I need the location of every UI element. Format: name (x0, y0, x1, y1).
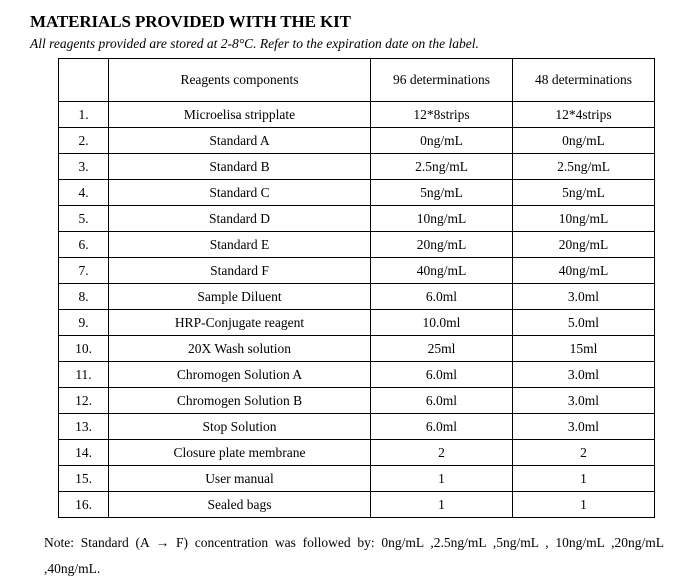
page-title: MATERIALS PROVIDED WITH THE KIT (30, 12, 351, 31)
row-number: 3. (59, 154, 109, 180)
row-number: 7. (59, 258, 109, 284)
row-det96: 0ng/mL (371, 128, 513, 154)
row-component: Microelisa stripplate (109, 102, 371, 128)
row-component: Chromogen Solution A (109, 362, 371, 388)
column-header-component: Reagents components (109, 59, 371, 102)
row-det48: 1 (513, 492, 655, 518)
row-component: Standard C (109, 180, 371, 206)
row-number: 16. (59, 492, 109, 518)
row-det96: 2.5ng/mL (371, 154, 513, 180)
row-det48: 0ng/mL (513, 128, 655, 154)
row-det96: 6.0ml (371, 388, 513, 414)
table-header-row (59, 59, 655, 102)
row-component: User manual (109, 466, 371, 492)
table-row (59, 180, 655, 206)
row-det96: 5ng/mL (371, 180, 513, 206)
row-det48: 20ng/mL (513, 232, 655, 258)
row-det96: 10.0ml (371, 310, 513, 336)
table-row (59, 284, 655, 310)
row-number: 8. (59, 284, 109, 310)
row-det48: 3.0ml (513, 284, 655, 310)
table-row (59, 466, 655, 492)
standards-note: Note: Standard (A → F) concentration was followed by: 0ng/mL ,2.5ng/mL ,5ng/mL , 10ng/mL ,20ng/mL ,40ng/mL. (44, 535, 664, 576)
row-number: 1. (59, 102, 109, 128)
row-number: 4. (59, 180, 109, 206)
row-component: Sample Diluent (109, 284, 371, 310)
row-det48: 40ng/mL (513, 258, 655, 284)
row-det96: 20ng/mL (371, 232, 513, 258)
row-component: Stop Solution (109, 414, 371, 440)
row-det48: 2 (513, 440, 655, 466)
row-number: 2. (59, 128, 109, 154)
row-det96: 10ng/mL (371, 206, 513, 232)
column-header-48-determinations: 48 determinations (513, 59, 655, 102)
row-det48: 5.0ml (513, 310, 655, 336)
row-det96: 1 (371, 466, 513, 492)
table-row (59, 232, 655, 258)
row-component: Standard E (109, 232, 371, 258)
row-det96: 25ml (371, 336, 513, 362)
row-number: 11. (59, 362, 109, 388)
row-number: 12. (59, 388, 109, 414)
column-header-96-determinations: 96 determinations (371, 59, 513, 102)
row-det48: 2.5ng/mL (513, 154, 655, 180)
table-row (59, 388, 655, 414)
row-det48: 3.0ml (513, 414, 655, 440)
row-number: 13. (59, 414, 109, 440)
row-component: Chromogen Solution B (109, 388, 371, 414)
column-header-number (59, 59, 109, 102)
row-number: 5. (59, 206, 109, 232)
row-number: 15. (59, 466, 109, 492)
row-number: 14. (59, 440, 109, 466)
row-det96: 12*8strips (371, 102, 513, 128)
table-row (59, 154, 655, 180)
row-det96: 6.0ml (371, 362, 513, 388)
row-component: HRP-Conjugate reagent (109, 310, 371, 336)
row-det96: 1 (371, 492, 513, 518)
row-component: Closure plate membrane (109, 440, 371, 466)
table-row (59, 258, 655, 284)
table-row (59, 440, 655, 466)
page-subtitle: All reagents provided are stored at 2-8°C. Refer to the expiration date on the label. (30, 36, 479, 51)
row-det96: 6.0ml (371, 284, 513, 310)
materials-table (58, 58, 655, 518)
table-row (59, 336, 655, 362)
row-det96: 2 (371, 440, 513, 466)
table-row (59, 492, 655, 518)
row-det48: 1 (513, 466, 655, 492)
row-component: Standard A (109, 128, 371, 154)
row-number: 6. (59, 232, 109, 258)
row-number: 9. (59, 310, 109, 336)
table-body (59, 59, 655, 518)
row-det48: 3.0ml (513, 388, 655, 414)
table-row (59, 362, 655, 388)
table-row (59, 414, 655, 440)
row-det48: 12*4strips (513, 102, 655, 128)
table-row (59, 310, 655, 336)
row-component: 20X Wash solution (109, 336, 371, 362)
row-number: 10. (59, 336, 109, 362)
row-det96: 6.0ml (371, 414, 513, 440)
row-det96: 40ng/mL (371, 258, 513, 284)
table-row (59, 128, 655, 154)
row-det48: 5ng/mL (513, 180, 655, 206)
row-component: Standard B (109, 154, 371, 180)
row-component: Standard D (109, 206, 371, 232)
row-det48: 3.0ml (513, 362, 655, 388)
row-component: Standard F (109, 258, 371, 284)
table-row (59, 102, 655, 128)
row-det48: 15ml (513, 336, 655, 362)
row-component: Sealed bags (109, 492, 371, 518)
table-row (59, 206, 655, 232)
row-det48: 10ng/mL (513, 206, 655, 232)
